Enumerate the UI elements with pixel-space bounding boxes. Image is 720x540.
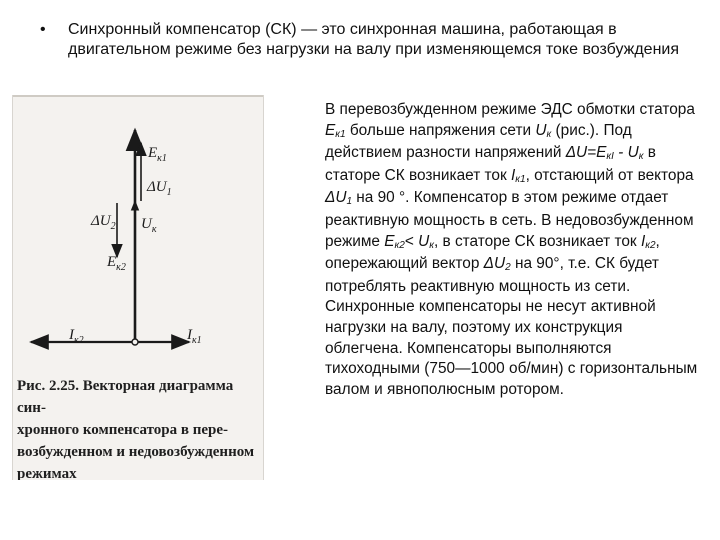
symbol-ik2: Iк2 — [640, 232, 656, 251]
vector-diagram-figure — [12, 95, 264, 480]
label-uk: $U_к$ — [141, 216, 157, 235]
body-paragraph: В перевозбужденном режиме ЭДС обмотки статора Eк1 больше напряжения сети Uк (рис.). Под действием разности напряжений ΔU=EкI - Uк в статоре СК возникает ток Iк1, отстающий от вектора ΔU1 на 90 °. Компенсатор в этом режиме отдает реактивную мощность в сеть. В недовозбужденном режиме Eк2< Uк, в статоре СК возникает ток Iк2, опережающий вектор ΔU2 на 90°, т.е. СК будет потреблять реактивную мощность из сети. Синхронные компенсаторы не несут активной нагрузки на валу, поэтому их конструкция облегчена. Компенсаторы выполняются тихоходными (750—1000 об/мин) с горизонтальным валом и явнополюсным ротором. — [325, 101, 698, 398]
symbol-du2: ΔU2 — [483, 255, 511, 274]
origin-point — [132, 339, 138, 345]
intro-text: Синхронный компенсатор (СК) — это синхронная машина, работающая в двигательном режиме без нагрузки на валу при изменяющемся токе возбуждения — [68, 21, 680, 58]
symbol-du1: ΔU1 — [325, 189, 353, 208]
symbol-du-formula: ΔU=EкI - Uк — [565, 144, 644, 163]
bullet-marker: • — [40, 21, 46, 38]
label-du2: $\Delta U_2$ — [91, 213, 116, 232]
label-ek1: $E_{к1}$ — [148, 145, 167, 164]
label-ik2: $I_{к2}$ — [69, 327, 84, 346]
symbol-uk-2: Uк — [418, 232, 434, 251]
label-du1: $\Delta U_1$ — [147, 179, 172, 198]
label-ik1: $I_{к1}$ — [187, 327, 202, 346]
label-ek2: $E_{к2}$ — [107, 254, 126, 273]
symbol-uk: Uк — [535, 121, 552, 140]
symbol-ek2: Eк2 — [384, 232, 405, 251]
symbol-ek1: Eк1 — [325, 121, 346, 140]
figure-caption: Рис. 2.25. Векторная диаграмма син- хронного компенсатора в пере- возбужденном и недовозбужденном режимах — [17, 378, 255, 480]
symbol-ik1: Iк1 — [510, 166, 526, 185]
